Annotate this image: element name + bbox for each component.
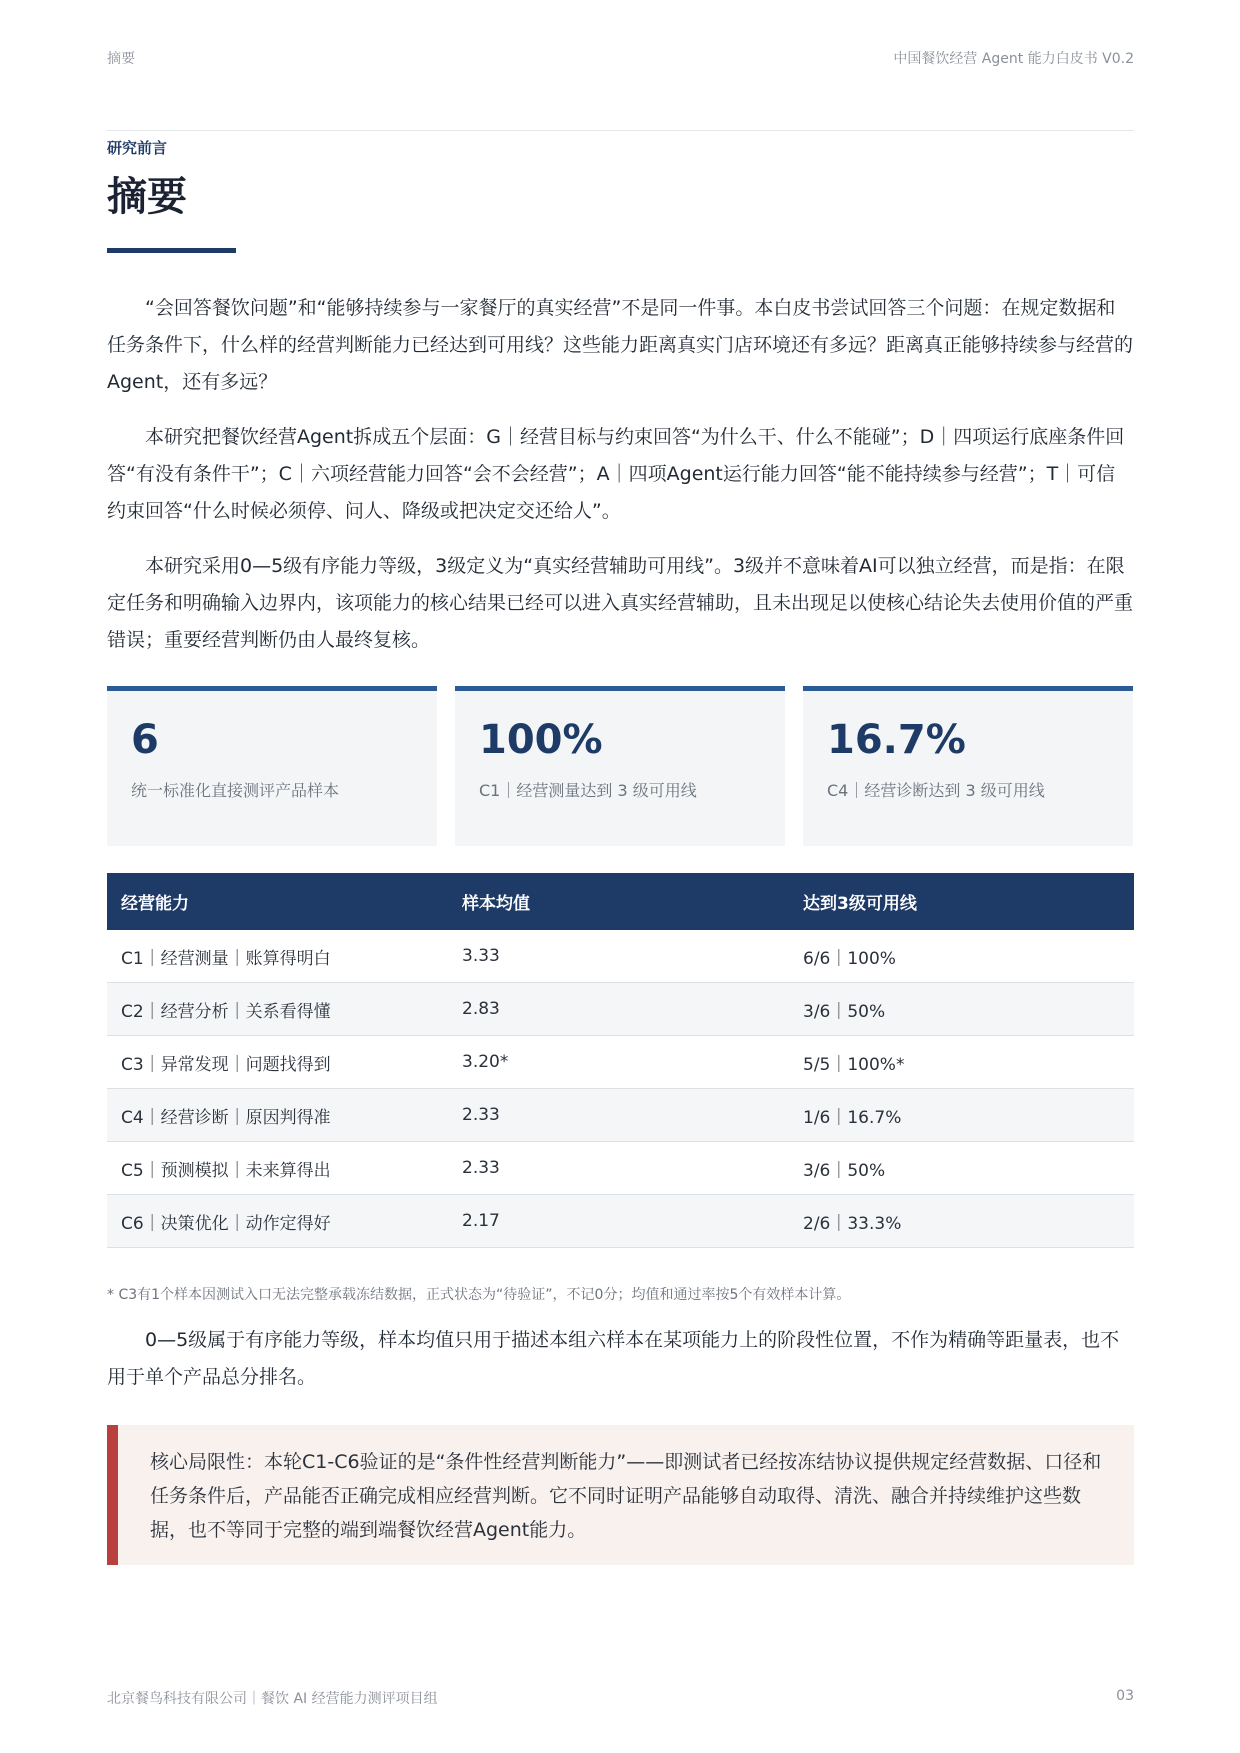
- column-header-mean: 样本均值: [448, 873, 789, 930]
- table-cell: 3/6｜50%: [789, 1142, 1134, 1195]
- table-row: [107, 1089, 1134, 1142]
- section-kicker: 研究前言: [107, 139, 168, 157]
- table-cell: C6｜决策优化｜动作定得好: [107, 1195, 448, 1248]
- stat-value: 100%: [479, 717, 603, 763]
- stat-label: C1｜经营测量达到 3 级可用线: [479, 781, 697, 800]
- table-row: [107, 930, 1134, 983]
- column-header-pass-rate: 达到3级可用线: [789, 873, 1134, 930]
- table-cell: 2/6｜33.3%: [789, 1195, 1134, 1248]
- table-cell: 2.83: [448, 983, 789, 1036]
- page-title: 摘要: [107, 174, 187, 220]
- scale-note-paragraph: 0—5级属于有序能力等级，样本均值只用于描述本组六样本在某项能力上的阶段性位置，不作为精确等距量表，也不用于单个产品总分排名。: [107, 1329, 1120, 1388]
- table-cell: 2.17: [448, 1195, 789, 1248]
- table-cell: 2.33: [448, 1089, 789, 1142]
- table-row: [107, 1142, 1134, 1195]
- page: [107, 0, 1134, 1753]
- limitation-callout: [107, 1425, 1134, 1565]
- table-cell: C5｜预测模拟｜未来算得出: [107, 1142, 448, 1195]
- stat-card: [107, 686, 437, 846]
- table-footnote: * C3有1个样本因测试入口无法完整承载冻结数据，正式状态为“待验证”，不记0分；均值和通过率按5个有效样本计算。: [107, 1287, 851, 1303]
- stat-label: C4｜经营诊断达到 3 级可用线: [827, 781, 1045, 800]
- table-row: [107, 1195, 1134, 1248]
- stat-card: [803, 686, 1133, 846]
- page-number: 03: [1116, 1688, 1134, 1704]
- column-header-capability: 经营能力: [107, 873, 448, 930]
- table-cell: C4｜经营诊断｜原因判得准: [107, 1089, 448, 1142]
- header-section: 摘要: [107, 51, 135, 67]
- running-footer: [107, 1688, 1134, 1708]
- framework-paragraph: 本研究把餐饮经营Agent拆成五个层面：G｜经营目标与约束回答“为什么干、什么不能碰”；D｜四项运行底座条件回答“有没有条件干”；C｜六项经营能力回答“会不会经营”；A｜四项Agent运行能力回答“能不能持续参与经营”；T｜可信约束回答“什么时候必须停、问人、降级或把决定交还给人”。: [107, 426, 1125, 522]
- stat-card: [455, 686, 785, 846]
- table-cell: C1｜经营测量｜账算得明白: [107, 930, 448, 983]
- running-header: [107, 48, 1134, 68]
- table-cell: C3｜异常发现｜问题找得到: [107, 1036, 448, 1089]
- table-cell: 1/6｜16.7%: [789, 1089, 1134, 1142]
- table-cell: C2｜经营分析｜关系看得懂: [107, 983, 448, 1036]
- level-definition-paragraph: 本研究采用0—5级有序能力等级，3级定义为“真实经营辅助可用线”。3级并不意味着AI可以独立经营，而是指：在限定任务和明确输入边界内，该项能力的核心结果已经可以进入真实经营辅助，且未出现足以使核心结论失去使用价值的严重错误；重要经营判断仍由人最终复核。: [107, 555, 1134, 651]
- table-cell: 6/6｜100%: [789, 930, 1134, 983]
- table-cell: 3.20*: [448, 1036, 789, 1089]
- header-divider: [107, 130, 1134, 131]
- stat-value: 6: [131, 717, 159, 763]
- header-doc-title: 中国餐饮经营 Agent 能力白皮书 V0.2: [893, 51, 1134, 67]
- table-cell: 3/6｜50%: [789, 983, 1134, 1036]
- title-underline: [107, 248, 236, 253]
- table-cell: 5/5｜100%*: [789, 1036, 1134, 1089]
- stat-value: 16.7%: [827, 717, 966, 763]
- table-row: [107, 983, 1134, 1036]
- table-cell: 3.33: [448, 930, 789, 983]
- capability-table: [107, 873, 1134, 1248]
- callout-text: 核心局限性：本轮C1-C6验证的是“条件性经营判断能力”——即测试者已经按冻结协议提供规定经营数据、口径和任务条件后，产品能否正确完成相应经营判断。它不同时证明产品能够自动取得、清洗、融合并持续维护这些数据，也不等同于完整的端到端餐饮经营Agent能力。: [150, 1451, 1102, 1541]
- table-row: [107, 1036, 1134, 1089]
- table-header-row: [107, 873, 1134, 930]
- intro-paragraph: “会回答餐饮问题”和“能够持续参与一家餐厅的真实经营”不是同一件事。本白皮书尝试回答三个问题：在规定数据和任务条件下，什么样的经营判断能力已经达到可用线？这些能力距离真实门店环境还有多远？距离真正能够持续参与经营的Agent，还有多远？: [107, 297, 1134, 393]
- stat-cards: [107, 686, 1134, 846]
- footer-organization: 北京餐鸟科技有限公司｜餐饮 AI 经营能力测评项目组: [107, 1691, 438, 1707]
- table-cell: 2.33: [448, 1142, 789, 1195]
- stat-label: 统一标准化直接测评产品样本: [131, 781, 340, 800]
